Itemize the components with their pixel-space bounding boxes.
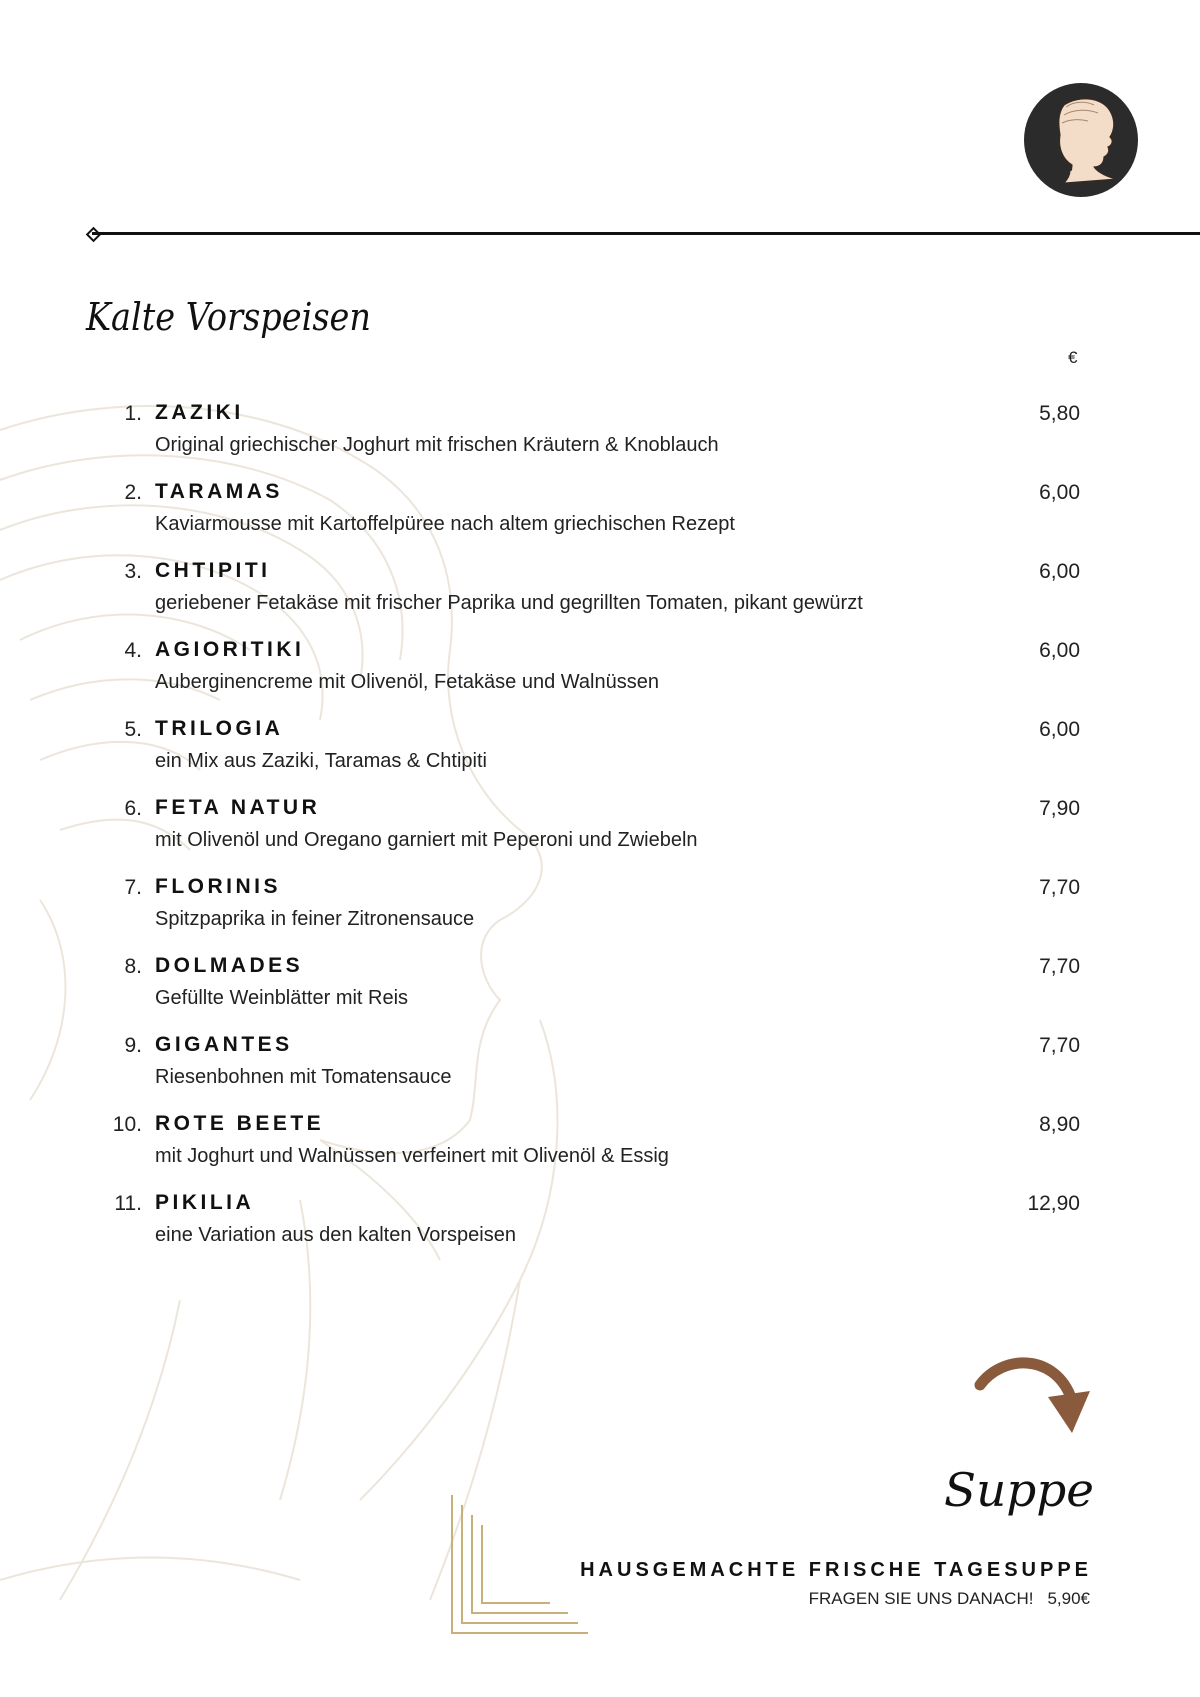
logo-badge xyxy=(1024,83,1138,197)
item-description: Original griechischer Joghurt mit frischen Kräutern & Knoblauch xyxy=(155,434,719,456)
item-name: AGIORITIKI xyxy=(155,638,305,661)
item-name: TARAMAS xyxy=(155,480,283,503)
item-description: eine Variation aus den kalten Vorspeisen xyxy=(155,1224,516,1246)
menu-list xyxy=(100,398,1100,1267)
item-name: TRILOGIA xyxy=(155,717,284,740)
item-price: 7,90 xyxy=(1039,797,1080,820)
menu-item xyxy=(100,635,1100,714)
menu-item xyxy=(100,1188,1100,1267)
item-price: 6,00 xyxy=(1039,718,1080,741)
item-price: 6,00 xyxy=(1039,481,1080,504)
corner-ornament xyxy=(450,1495,590,1635)
header-divider xyxy=(92,232,1200,235)
item-price: 5,80 xyxy=(1039,402,1080,425)
menu-item xyxy=(100,398,1100,477)
item-name: PIKILIA xyxy=(155,1191,255,1214)
item-number: 8. xyxy=(124,955,142,978)
menu-item xyxy=(100,793,1100,872)
soup-price: 5,90€ xyxy=(1047,1589,1090,1608)
item-number: 11. xyxy=(114,1192,142,1215)
item-name: CHTIPITI xyxy=(155,559,271,582)
section-title xyxy=(84,278,384,368)
item-description: mit Joghurt und Walnüssen verfeinert mit Olivenöl & Essig xyxy=(155,1145,669,1167)
currency-label: € xyxy=(1068,348,1078,367)
item-number: 3. xyxy=(124,560,142,583)
soup-subline xyxy=(809,1589,1090,1609)
soup-note: FRAGEN SIE UNS DANACH! xyxy=(808,1589,1034,1608)
item-description: Kaviarmousse mit Kartoffelpüree nach altem griechischen Rezept xyxy=(155,513,735,535)
item-name: GIGANTES xyxy=(155,1033,293,1056)
soup-title xyxy=(940,1450,1100,1530)
item-number: 2. xyxy=(124,481,142,504)
item-description: Gefüllte Weinblätter mit Reis xyxy=(155,987,409,1009)
item-name: FLORINIS xyxy=(155,875,281,898)
item-price: 7,70 xyxy=(1039,876,1080,899)
item-description: Spitzpaprika in feiner Zitronensauce xyxy=(155,908,475,930)
menu-item xyxy=(100,872,1100,951)
item-number: 9. xyxy=(124,1034,142,1057)
curved-arrow-down-icon xyxy=(972,1345,1102,1455)
menu-item xyxy=(100,556,1100,635)
item-number: 6. xyxy=(124,797,142,820)
item-price: 6,00 xyxy=(1039,639,1080,662)
menu-item xyxy=(100,477,1100,556)
item-number: 10. xyxy=(112,1113,142,1136)
soup-heading: HAUSGEMACHTE FRISCHE TAGESUPPE xyxy=(580,1559,1092,1581)
item-name: FETA NATUR xyxy=(155,796,321,819)
item-name: DOLMADES xyxy=(155,954,304,977)
item-price: 8,90 xyxy=(1039,1113,1080,1136)
item-price: 7,70 xyxy=(1039,1034,1080,1057)
item-name: ROTE BEETE xyxy=(155,1112,325,1135)
item-name: ZAZIKI xyxy=(155,401,244,424)
item-description: Riesenbohnen mit Tomatensauce xyxy=(155,1066,452,1088)
menu-item xyxy=(100,1109,1100,1188)
item-number: 1. xyxy=(124,402,142,425)
item-price: 7,70 xyxy=(1039,955,1080,978)
item-description: geriebener Fetakäse mit frischer Paprika und gegrillten Tomaten, pikant gewürzt xyxy=(155,592,863,614)
item-description: Auberginencreme mit Olivenöl, Fetakäse und Walnüssen xyxy=(155,671,659,693)
item-number: 5. xyxy=(124,718,142,741)
item-price: 12,90 xyxy=(1027,1192,1080,1215)
section-title-text: Kalte Vorspeisen xyxy=(85,295,372,339)
item-number: 4. xyxy=(124,639,142,662)
item-description: ein Mix aus Zaziki, Taramas & Chtipiti xyxy=(155,750,487,772)
item-number: 7. xyxy=(124,876,142,899)
item-price: 6,00 xyxy=(1039,560,1080,583)
menu-item xyxy=(100,1030,1100,1109)
soup-title-text: Suppe xyxy=(944,1463,1094,1517)
menu-item xyxy=(100,951,1100,1030)
greek-statue-head-icon xyxy=(1024,83,1138,197)
item-description: mit Olivenöl und Oregano garniert mit Peperoni und Zwiebeln xyxy=(155,829,698,851)
menu-item xyxy=(100,714,1100,793)
